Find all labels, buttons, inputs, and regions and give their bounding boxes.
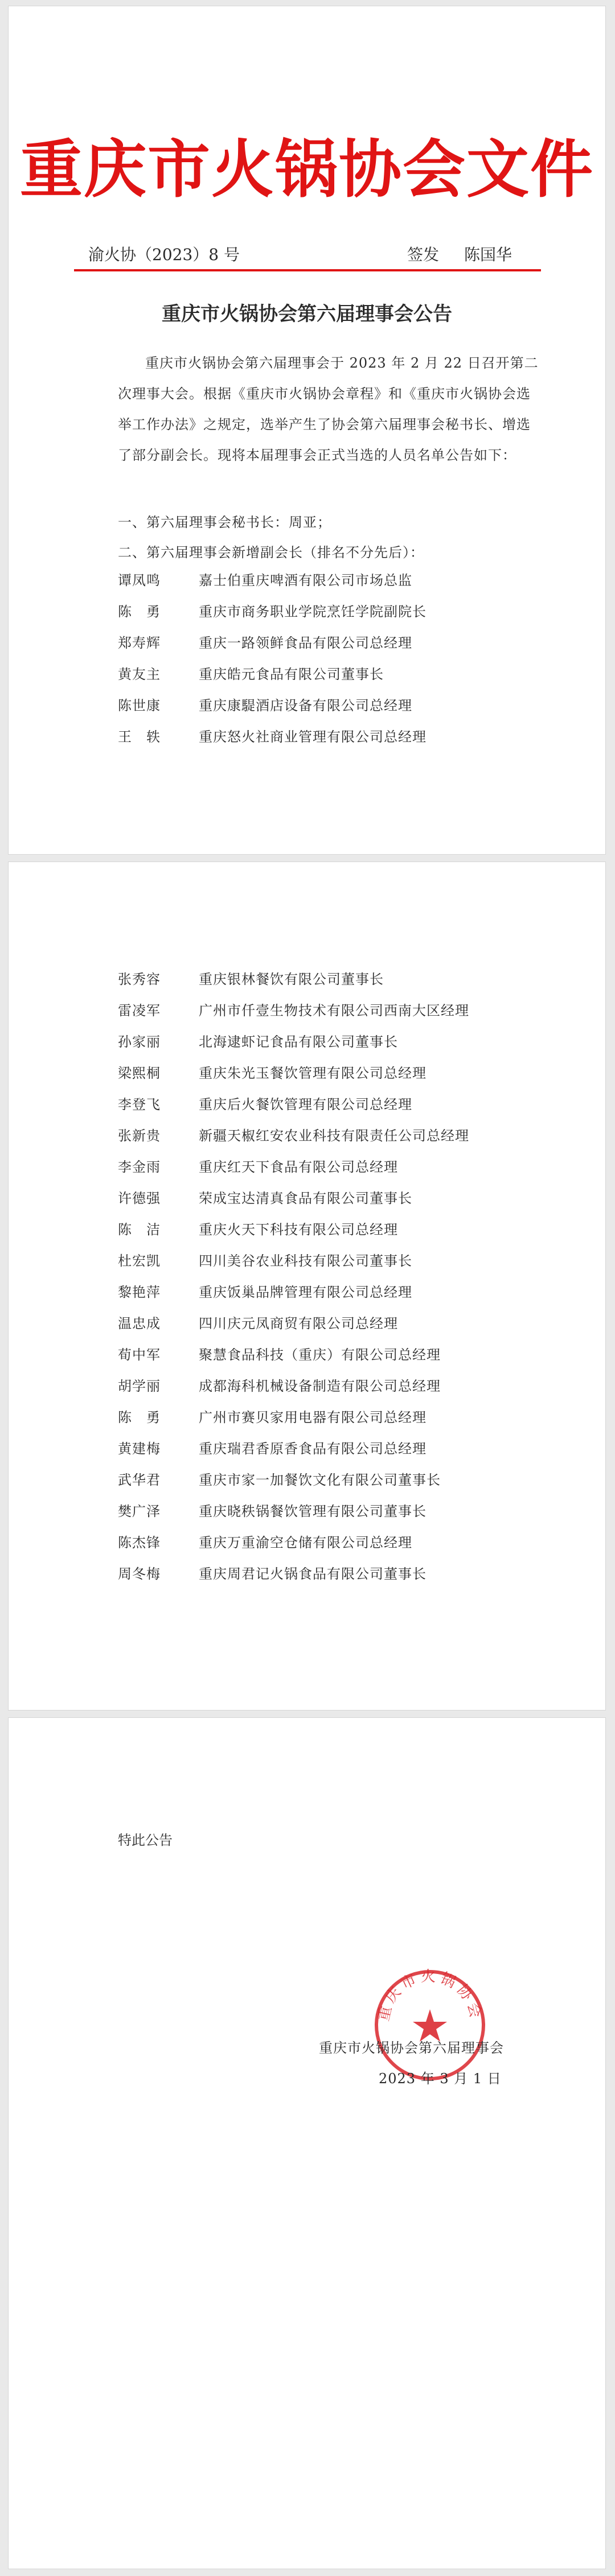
list-item <box>118 690 551 722</box>
list-item <box>118 1465 551 1496</box>
list-item <box>118 1183 551 1214</box>
list-item <box>118 1058 551 1089</box>
list-item <box>118 1339 551 1371</box>
member-org: 荣成宝达清真食品有限公司董事长 <box>199 1190 412 1206</box>
list-item <box>118 1527 551 1559</box>
vice-president-item: 二、第六届理事会新增副会长（排名不分先后）： <box>118 545 424 560</box>
member-org: 广州市仟壹生物技术有限公司西南大区经理 <box>199 1003 469 1019</box>
signer-label: 签发 <box>407 245 440 264</box>
member-name: 荀中军 <box>118 1347 161 1363</box>
member-name: 陈杰锋 <box>118 1535 161 1551</box>
member-name: 孙家丽 <box>118 1034 161 1050</box>
list-item <box>118 1559 551 1590</box>
member-org: 聚慧食品科技（重庆）有限公司总经理 <box>199 1347 441 1363</box>
document-number: 渝火协（2023）8 号 <box>88 245 240 264</box>
seal-stamp-icon <box>373 1968 487 2082</box>
announcement-heading: 重庆市火锅协会第六届理事会公告 <box>162 303 452 325</box>
announcement-intro: 重庆市火锅协会第六届理事会于 2023 年 2 月 22 日召开第二次理事大会。根据《重庆市火锅协会章程》和《重庆市火锅协会选举工作办法》之规定，选举产生了协会第六届理事会秘书长、增选了部分副会长。现将本届理事会正式当选的人员名单公告如下： <box>118 355 539 463</box>
list-item <box>118 722 551 753</box>
list-item <box>118 1214 551 1246</box>
member-name: 王 轶 <box>118 729 161 745</box>
list-item <box>118 596 551 628</box>
member-org: 重庆晓秩锅餐饮管理有限公司董事长 <box>199 1503 427 1519</box>
member-org: 重庆朱光玉餐饮管理有限公司总经理 <box>199 1065 427 1081</box>
member-name: 雷凌军 <box>118 1003 161 1019</box>
list-item <box>118 1371 551 1402</box>
list-item <box>118 1027 551 1058</box>
member-name: 谭凤鸣 <box>118 572 161 588</box>
member-name: 李登飞 <box>118 1097 161 1112</box>
member-org: 广州市赛贝家用电器有限公司总经理 <box>199 1409 427 1425</box>
member-org: 重庆怒火社商业管理有限公司总经理 <box>199 729 427 745</box>
list-item <box>118 995 551 1027</box>
member-org: 重庆瑞君香原香食品有限公司总经理 <box>199 1441 427 1457</box>
signing-organization: 重庆市火锅协会第六届理事会 <box>319 2040 504 2056</box>
member-name: 张秀容 <box>118 971 161 987</box>
document-header-title: 重庆市火锅协会文件 <box>20 133 594 206</box>
member-name: 梁熙桐 <box>118 1065 161 1081</box>
list-item <box>118 1089 551 1120</box>
list-item <box>118 1277 551 1308</box>
member-org: 嘉士伯重庆啤酒有限公司市场总监 <box>199 572 412 588</box>
member-org: 重庆后火餐饮管理有限公司总经理 <box>199 1097 412 1112</box>
member-name: 陈 勇 <box>118 1409 161 1425</box>
member-name: 郑寿辉 <box>118 635 161 651</box>
member-org: 重庆一路领鲜食品有限公司总经理 <box>199 635 412 651</box>
member-name: 武华君 <box>118 1472 161 1488</box>
member-name: 许德强 <box>118 1190 161 1206</box>
official-seal <box>373 1968 487 2082</box>
member-name: 李金雨 <box>118 1159 161 1175</box>
member-name: 周冬梅 <box>118 1566 161 1582</box>
member-org: 北海逮虾记食品有限公司董事长 <box>199 1034 398 1050</box>
member-org: 四川庆元凤商贸有限公司总经理 <box>199 1316 398 1332</box>
vice-president-list-page1 <box>118 565 551 753</box>
vice-president-list-page2 <box>118 964 551 1590</box>
signing-date: 2023 年 3 月 1 日 <box>379 2071 502 2087</box>
list-item <box>118 1308 551 1339</box>
document-page-1 <box>8 6 606 855</box>
member-org: 重庆皓元食品有限公司董事长 <box>199 666 384 682</box>
list-item <box>118 628 551 659</box>
list-item <box>118 1402 551 1433</box>
member-org: 四川美谷农业科技有限公司董事长 <box>199 1253 412 1269</box>
signer-name: 陈国华 <box>464 245 512 264</box>
list-item <box>118 1433 551 1465</box>
list-item <box>118 1246 551 1277</box>
member-org: 成都海科机械设备制造有限公司总经理 <box>199 1378 441 1394</box>
member-org: 新疆天椒红安农业科技有限责任公司总经理 <box>199 1128 469 1144</box>
member-name: 陈 洁 <box>118 1222 161 1238</box>
header-divider <box>74 269 541 271</box>
list-item <box>118 964 551 995</box>
member-name: 胡学丽 <box>118 1378 161 1394</box>
member-org: 重庆市家一加餐饮文化有限公司董事长 <box>199 1472 441 1488</box>
member-name: 黄友主 <box>118 666 161 682</box>
secretary-general-item: 一、第六届理事会秘书长：周亚； <box>118 514 331 530</box>
member-org: 重庆万重渝空仓储有限公司总经理 <box>199 1535 412 1551</box>
list-item <box>118 1496 551 1527</box>
list-item <box>118 565 551 596</box>
seal-text: 重庆市火锅协会 <box>375 1968 485 2023</box>
list-item <box>118 1152 551 1183</box>
member-name: 杜宏凯 <box>118 1253 161 1269</box>
member-name: 陈世康 <box>118 698 161 714</box>
member-name: 樊广泽 <box>118 1503 161 1519</box>
list-item <box>118 659 551 690</box>
member-org: 重庆市商务职业学院烹饪学院副院长 <box>199 604 427 620</box>
list-item <box>118 1120 551 1152</box>
closing-text: 特此公告 <box>118 1832 173 1848</box>
member-org: 重庆饭巢品牌管理有限公司总经理 <box>199 1284 412 1300</box>
member-name: 张新贵 <box>118 1128 161 1144</box>
member-name: 黄建梅 <box>118 1441 161 1457</box>
member-org: 重庆康騠酒店设备有限公司总经理 <box>199 698 412 714</box>
member-org: 重庆银林餐饮有限公司董事长 <box>199 971 384 987</box>
member-name: 陈 勇 <box>118 604 161 620</box>
member-name: 黎艳萍 <box>118 1284 161 1300</box>
document-page-2 <box>8 862 606 1711</box>
member-name: 温忠成 <box>118 1316 161 1332</box>
member-org: 重庆火天下科技有限公司总经理 <box>199 1222 398 1238</box>
document-page-3 <box>8 1717 606 2569</box>
member-org: 重庆周君记火锅食品有限公司董事长 <box>199 1566 427 1582</box>
member-org: 重庆红天下食品有限公司总经理 <box>199 1159 398 1175</box>
